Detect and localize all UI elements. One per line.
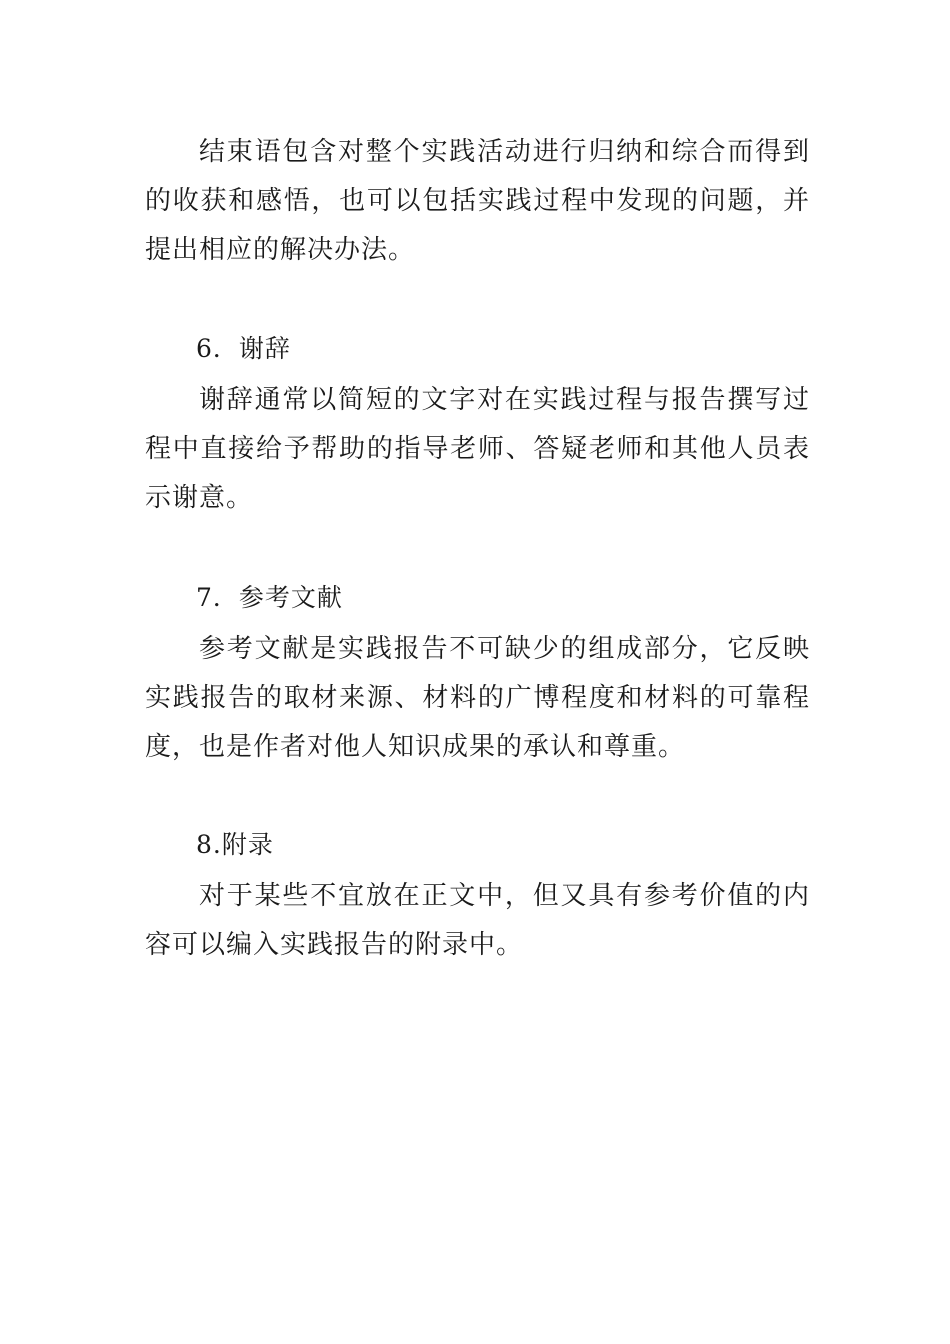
section-body-acknowledgements: 谢辞通常以简短的文字对在实践过程与报告撰写过程中直接给予帮助的指导老师、答疑老师和其他人员表示谢意。	[145, 385, 810, 513]
section-heading-appendix: 8.附录	[196, 830, 274, 859]
section-heading-acknowledgements: 6．谢辞	[196, 334, 291, 363]
section-heading-references: 7．参考文献	[196, 583, 343, 612]
section-body-appendix: 对于某些不宜放在正文中，但又具有参考价值的内容可以编入实践报告的附录中。	[145, 881, 810, 960]
section-body-references: 参考文献是实践报告不可缺少的组成部分，它反映实践报告的取材来源、材料的广博程度和材料的可靠程度，也是作者对他人知识成果的承认和尊重。	[145, 634, 810, 762]
conclusion-paragraph: 结束语包含对整个实践活动进行归纳和综合而得到的收获和感悟，也可以包括实践过程中发现的问题，并提出相应的解决办法。	[145, 137, 810, 265]
